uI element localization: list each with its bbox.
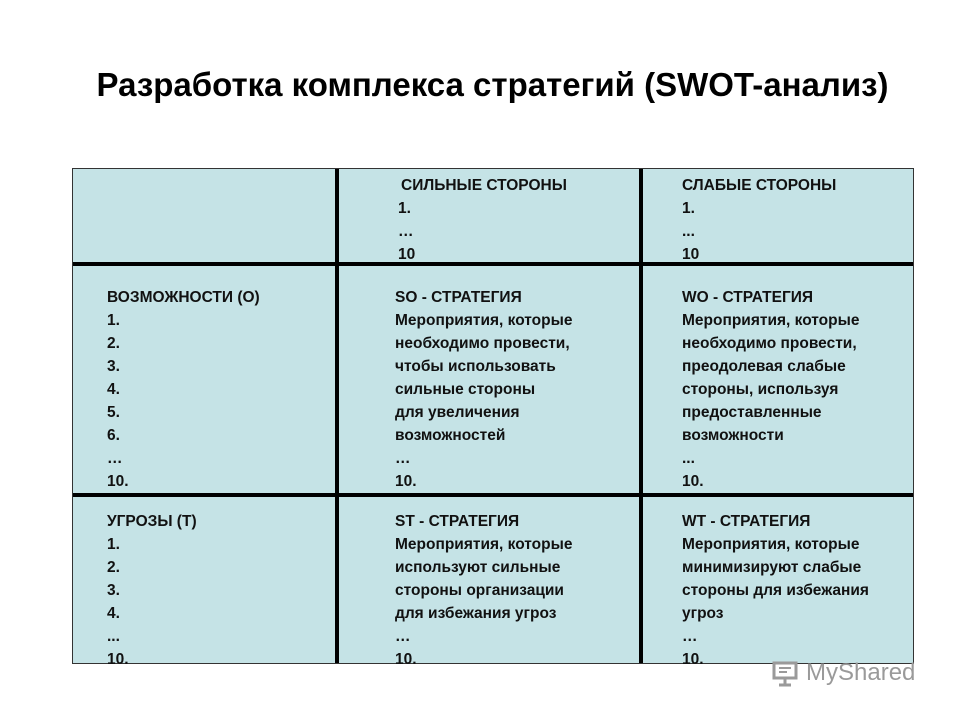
st-strategy-cell (395, 510, 572, 671)
column-divider (335, 169, 339, 663)
cell-line: используют сильные (395, 559, 561, 576)
so-strategy-cell (395, 286, 572, 493)
cell-line: 1. (682, 200, 695, 217)
threats-cell (107, 510, 197, 671)
cell-line: 1. (398, 200, 411, 217)
cell-line: стороны организации (395, 582, 564, 599)
cell-line: 6. (107, 427, 120, 444)
cell-line: 3. (107, 582, 120, 599)
cell-line: … (107, 450, 123, 467)
cell-line: … (395, 450, 411, 467)
cell-line: преодолевая слабые (682, 358, 846, 375)
cell-line: 10. (395, 651, 417, 668)
page-title: Разработка комплекса стратегий (SWOT-анализ) (96, 66, 889, 103)
watermark-text: MyShared (806, 659, 916, 686)
cell-line: предоставленные (682, 404, 822, 421)
cell-line: Мероприятия, которые (682, 312, 860, 329)
cell-line: 4. (107, 605, 120, 622)
cell-line: 3. (107, 358, 120, 375)
cell-line: 2. (107, 335, 120, 352)
cell-line: сильные стороны (395, 381, 536, 398)
cell-line: 4. (107, 381, 120, 398)
cell-line: … (682, 628, 698, 645)
cell-line: 10. (682, 473, 704, 490)
cell-heading: WT - СТРАТЕГИЯ (682, 513, 811, 530)
cell-line: 10 (398, 246, 416, 263)
cell-heading: СЛАБЫЕ СТОРОНЫ (682, 177, 837, 194)
cell-line: ... (107, 628, 120, 645)
cell-heading: СИЛЬНЫЕ СТОРОНЫ (401, 177, 567, 194)
cell-line: ... (682, 223, 695, 240)
cell-line: 1. (107, 312, 120, 329)
cell-line: чтобы использовать (395, 358, 556, 375)
cell-line: 5. (107, 404, 120, 421)
cell-line: 10. (107, 473, 129, 490)
wt-strategy-cell (682, 510, 869, 671)
row-divider (73, 493, 913, 497)
cell-line: возможностей (395, 427, 506, 444)
cell-line: необходимо провести, (395, 335, 570, 352)
cell-line: … (395, 628, 411, 645)
cell-heading: УГРОЗЫ (Т) (107, 513, 197, 530)
cell-line: … (398, 223, 414, 240)
cell-heading: ВОЗМОЖНОСТИ (О) (107, 289, 260, 306)
cell-line: 10 (682, 246, 700, 263)
column-divider (639, 169, 643, 663)
cell-heading: SO - СТРАТЕГИЯ (395, 289, 522, 306)
swot-matrix (72, 168, 914, 668)
cell-line: Мероприятия, которые (682, 536, 860, 553)
cell-line: стороны, используя (682, 381, 839, 398)
cell-heading: ST - СТРАТЕГИЯ (395, 513, 520, 530)
cell-line: для избежания угроз (395, 605, 557, 622)
cell-line: ... (682, 450, 695, 467)
cell-line: 10. (682, 651, 704, 668)
cell-line: минимизируют слабые (682, 559, 862, 576)
cell-line: Мероприятия, которые (395, 312, 573, 329)
watermark (770, 658, 915, 688)
strengths-cell (398, 174, 567, 266)
wo-strategy-cell (682, 286, 859, 493)
presentation-icon (770, 658, 800, 688)
cell-line: 2. (107, 559, 120, 576)
cell-line: необходимо провести, (682, 335, 857, 352)
cell-line: угроз (682, 605, 724, 622)
weaknesses-cell (682, 174, 836, 266)
cell-heading: WO - СТРАТЕГИЯ (682, 289, 814, 306)
cell-line: возможности (682, 427, 784, 444)
cell-line: 10. (395, 473, 417, 490)
cell-line: 1. (107, 536, 120, 553)
opportunities-cell (107, 286, 260, 493)
cell-line: стороны для избежания (682, 582, 869, 599)
cell-line: 10. (107, 651, 129, 668)
cell-line: Мероприятия, которые (395, 536, 573, 553)
cell-line: для увеличения (395, 404, 520, 421)
